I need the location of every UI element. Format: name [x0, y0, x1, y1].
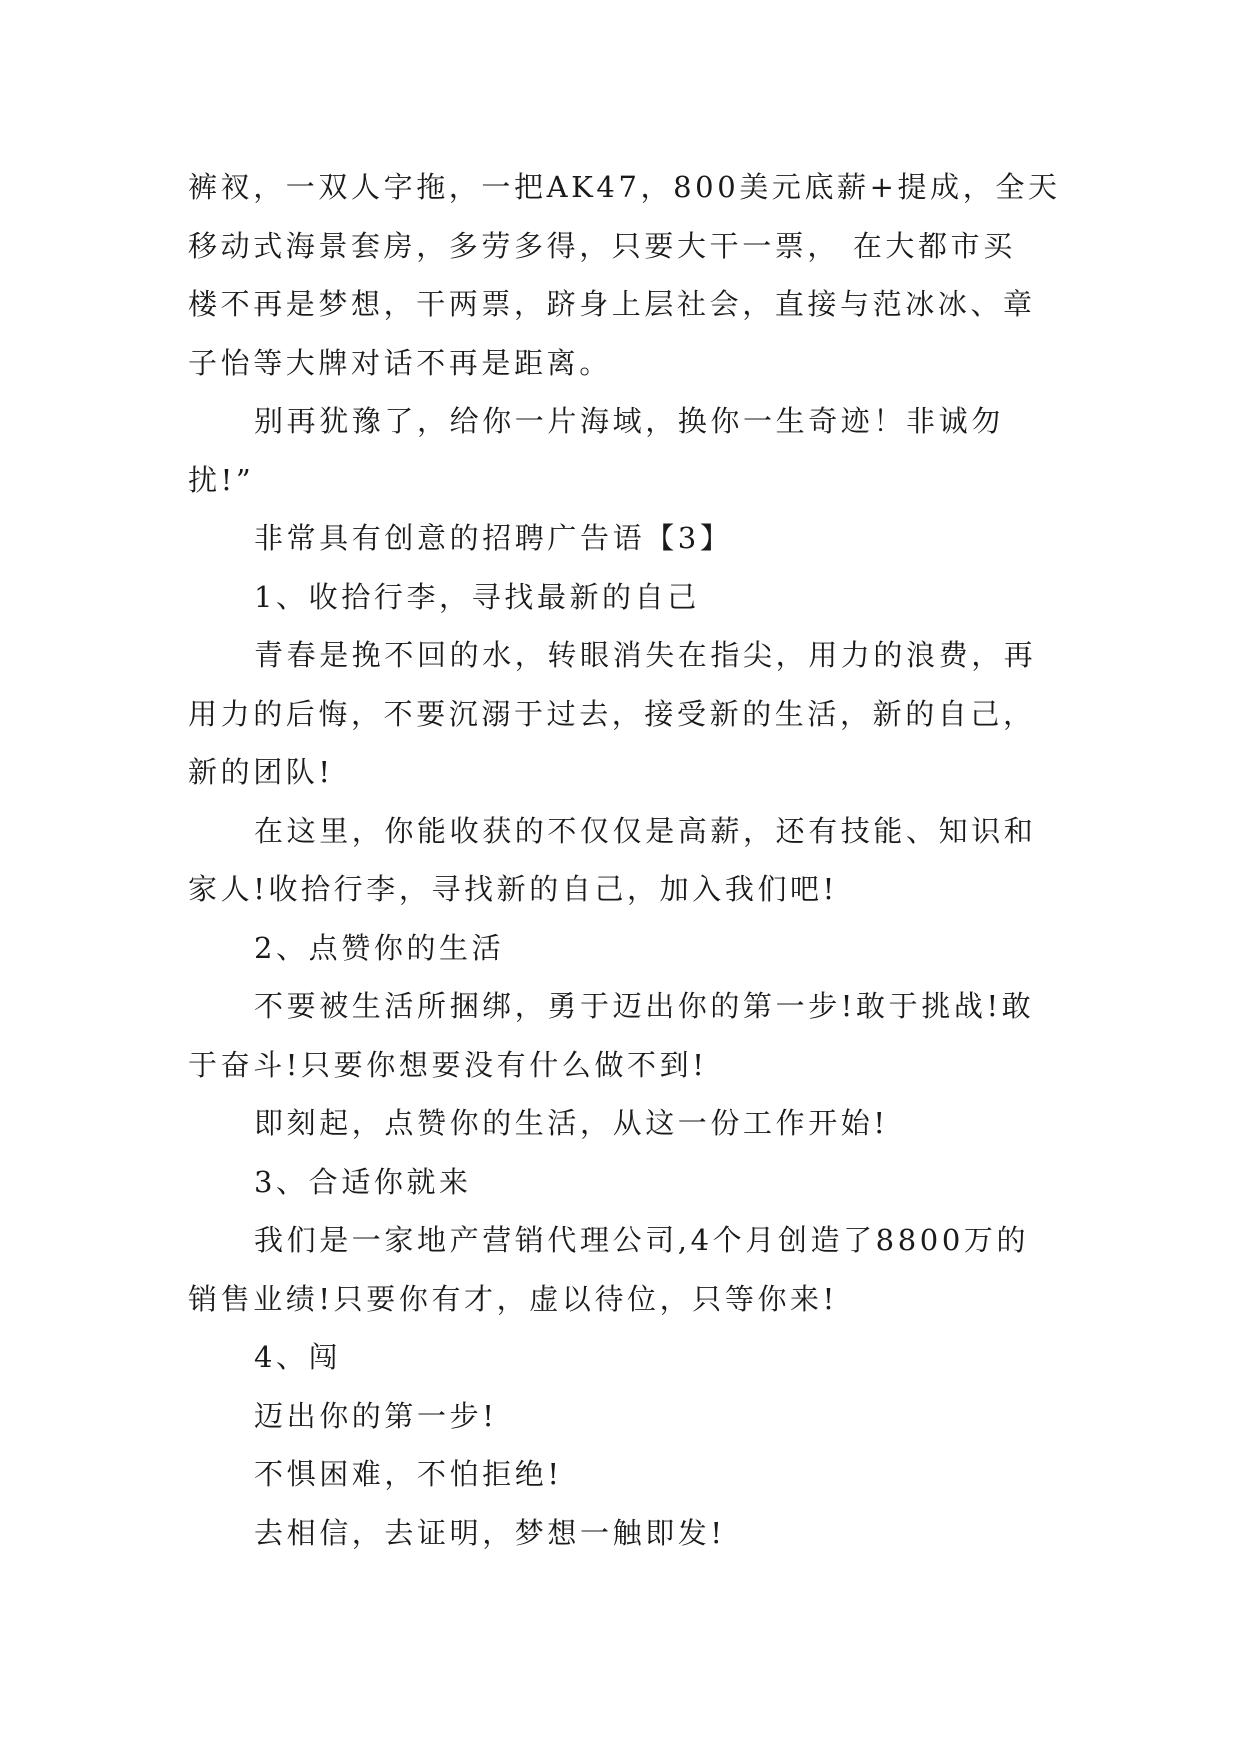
text-line: 裤衩，一双人字拖，一把AK47，800美元底薪+提成，全天 [188, 170, 1061, 204]
text-line: 不要被生活所捆绑，勇于迈出你的第一步!敢于挑战!敢 [254, 989, 1035, 1023]
document-body [188, 158, 1061, 1562]
text-line: 销售业绩!只要你有才，虚以待位，只等你来! [188, 1281, 838, 1316]
text-line: 我们是一家地产营销代理公司,4个月创造了8800万的 [254, 1223, 1030, 1257]
text-line: 新的团队! [188, 755, 334, 789]
text-line: 移动式海景套房，多劳多得，只要大干一票， 在大都市买 [188, 228, 1016, 263]
text-line: 楼不再是梦想，干两票，跻身上层社会，直接与范冰冰、章 [188, 287, 1036, 321]
text-line: 于奋斗!只要你想要没有什么做不到! [188, 1047, 708, 1082]
item-heading: 4、闯 [254, 1340, 342, 1374]
item-heading: 2、点赞你的生活 [254, 930, 505, 965]
text-line: 迈出你的第一步! [254, 1398, 498, 1433]
text-line: 别再犹豫了，给你一片海域，换你一生奇迹！非诚勿 [254, 404, 1004, 438]
text-line: 家人!收拾行李，寻找新的自己，加入我们吧! [188, 872, 838, 906]
text-line: 子怡等大牌对话不再是距离。 [188, 345, 612, 380]
text-line: 去相信，去证明，梦想一触即发! [254, 1515, 726, 1550]
text-line: 不惧困难，不怕拒绝! [254, 1457, 563, 1491]
item-heading: 3、合适你就来 [254, 1164, 472, 1199]
text-line: 扰!” [188, 462, 255, 497]
text-line: 即刻起，点赞你的生活，从这一份工作开始! [254, 1106, 889, 1140]
text-line: 青春是挽不回的水，转眼消失在指尖，用力的浪费，再 [254, 638, 1037, 672]
text-line: 在这里，你能收获的不仅仅是高薪，还有技能、知识和 [254, 813, 1037, 848]
section-heading: 非常具有创意的招聘广告语【3】 [254, 521, 733, 555]
item-heading: 1、收拾行李，寻找最新的自己 [254, 579, 700, 614]
text-line: 用力的后悔，不要沉溺于过去，接受新的生活，新的自己， [188, 696, 1036, 731]
